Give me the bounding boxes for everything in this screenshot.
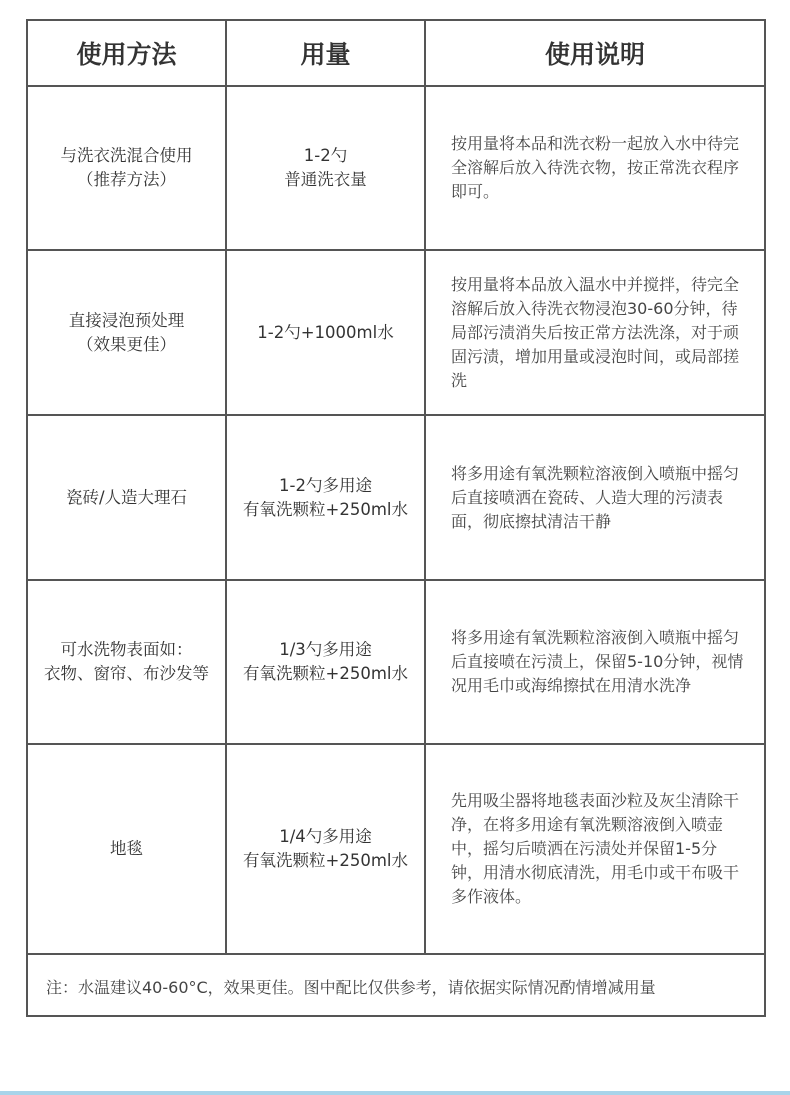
table-header-row bbox=[28, 21, 764, 86]
desc-text: 将多用途有氧洗颗粒溶液倒入喷瓶中摇匀后直接喷洒在瓷砖、人造大理的污渍表面，彻底擦拭清洁干静 bbox=[451, 463, 740, 531]
amount-text: 1-2勺+1000ml水 bbox=[257, 322, 394, 342]
amount-cell bbox=[226, 86, 425, 250]
method-text: 可水洗物表面如： bbox=[60, 640, 193, 659]
amount-text: 有氧洗颗粒+250ml水 bbox=[243, 499, 408, 519]
method-text: 瓷砖/人造大理石 bbox=[65, 487, 188, 507]
method-cell bbox=[28, 250, 226, 415]
header-method: 使用方法 bbox=[28, 21, 226, 86]
usage-table-frame bbox=[26, 19, 766, 1017]
amount-text: 普通洗衣量 bbox=[284, 170, 367, 189]
method-text: 直接浸泡预处理 bbox=[68, 310, 185, 330]
method-text: 地毯 bbox=[110, 839, 143, 858]
amount-cell bbox=[226, 580, 425, 744]
header-amount: 用量 bbox=[226, 21, 425, 86]
method-text: （推荐方法） bbox=[77, 170, 176, 189]
amount-text: 1-2勺多用途 bbox=[279, 475, 372, 495]
method-text: （效果更佳） bbox=[77, 334, 176, 354]
header-desc: 使用说明 bbox=[425, 21, 764, 86]
table-row bbox=[28, 744, 764, 954]
note-text: 注：水温建议40-60°C，效果更佳。图中配比仅供参考，请依据实际情况酌情增减用量 bbox=[28, 954, 764, 1017]
desc-text: 按用量将本品放入温水中并搅拌，待完全溶解后放入待洗衣物浸泡30-60分钟，待局部污渍消失后按正常方法洗涤，对于顽固污渍，增加用量或浸泡时间，或局部搓洗 bbox=[451, 274, 740, 390]
table-row bbox=[28, 580, 764, 744]
amount-cell bbox=[226, 744, 425, 954]
method-cell bbox=[28, 744, 226, 954]
desc-text: 将多用途有氧洗颗粒溶液倒入喷瓶中摇匀后直接喷在污渍上，保留5-10分钟，视情况用毛巾或海绵擦拭在用清水洗净 bbox=[451, 628, 744, 695]
amount-text: 有氧洗颗粒+250ml水 bbox=[243, 664, 408, 683]
note-row bbox=[28, 954, 764, 1017]
amount-text: 1-2勺 bbox=[303, 146, 348, 165]
table-row bbox=[28, 415, 764, 580]
amount-cell bbox=[226, 415, 425, 580]
desc-text: 按用量将本品和洗衣粉一起放入水中待完全溶解后放入待洗衣物，按正常洗衣程序即可。 bbox=[451, 134, 740, 201]
method-text: 与洗衣洗混合使用 bbox=[60, 146, 193, 165]
desc-cell bbox=[425, 744, 764, 954]
method-cell bbox=[28, 86, 226, 250]
desc-cell bbox=[425, 580, 764, 744]
table-row bbox=[28, 250, 764, 415]
method-cell bbox=[28, 415, 226, 580]
usage-table bbox=[28, 21, 764, 1017]
desc-cell bbox=[425, 415, 764, 580]
amount-text: 1/4勺多用途 bbox=[279, 827, 372, 846]
desc-cell bbox=[425, 86, 764, 250]
method-text: 衣物、窗帘、布沙发等 bbox=[44, 664, 209, 683]
desc-cell bbox=[425, 250, 764, 415]
amount-text: 有氧洗颗粒+250ml水 bbox=[243, 851, 408, 870]
method-cell bbox=[28, 580, 226, 744]
desc-text: 先用吸尘器将地毯表面沙粒及灰尘清除干净，在将多用途有氧洗颗溶液倒入喷壶中，摇匀后喷洒在污渍处并保留1-5分钟，用清水彻底清洗，用毛巾或干布吸干多作液体。 bbox=[451, 791, 740, 906]
amount-cell bbox=[226, 250, 425, 415]
amount-text: 1/3勺多用途 bbox=[279, 640, 372, 659]
bottom-accent-line bbox=[0, 1091, 790, 1095]
table-row bbox=[28, 86, 764, 250]
